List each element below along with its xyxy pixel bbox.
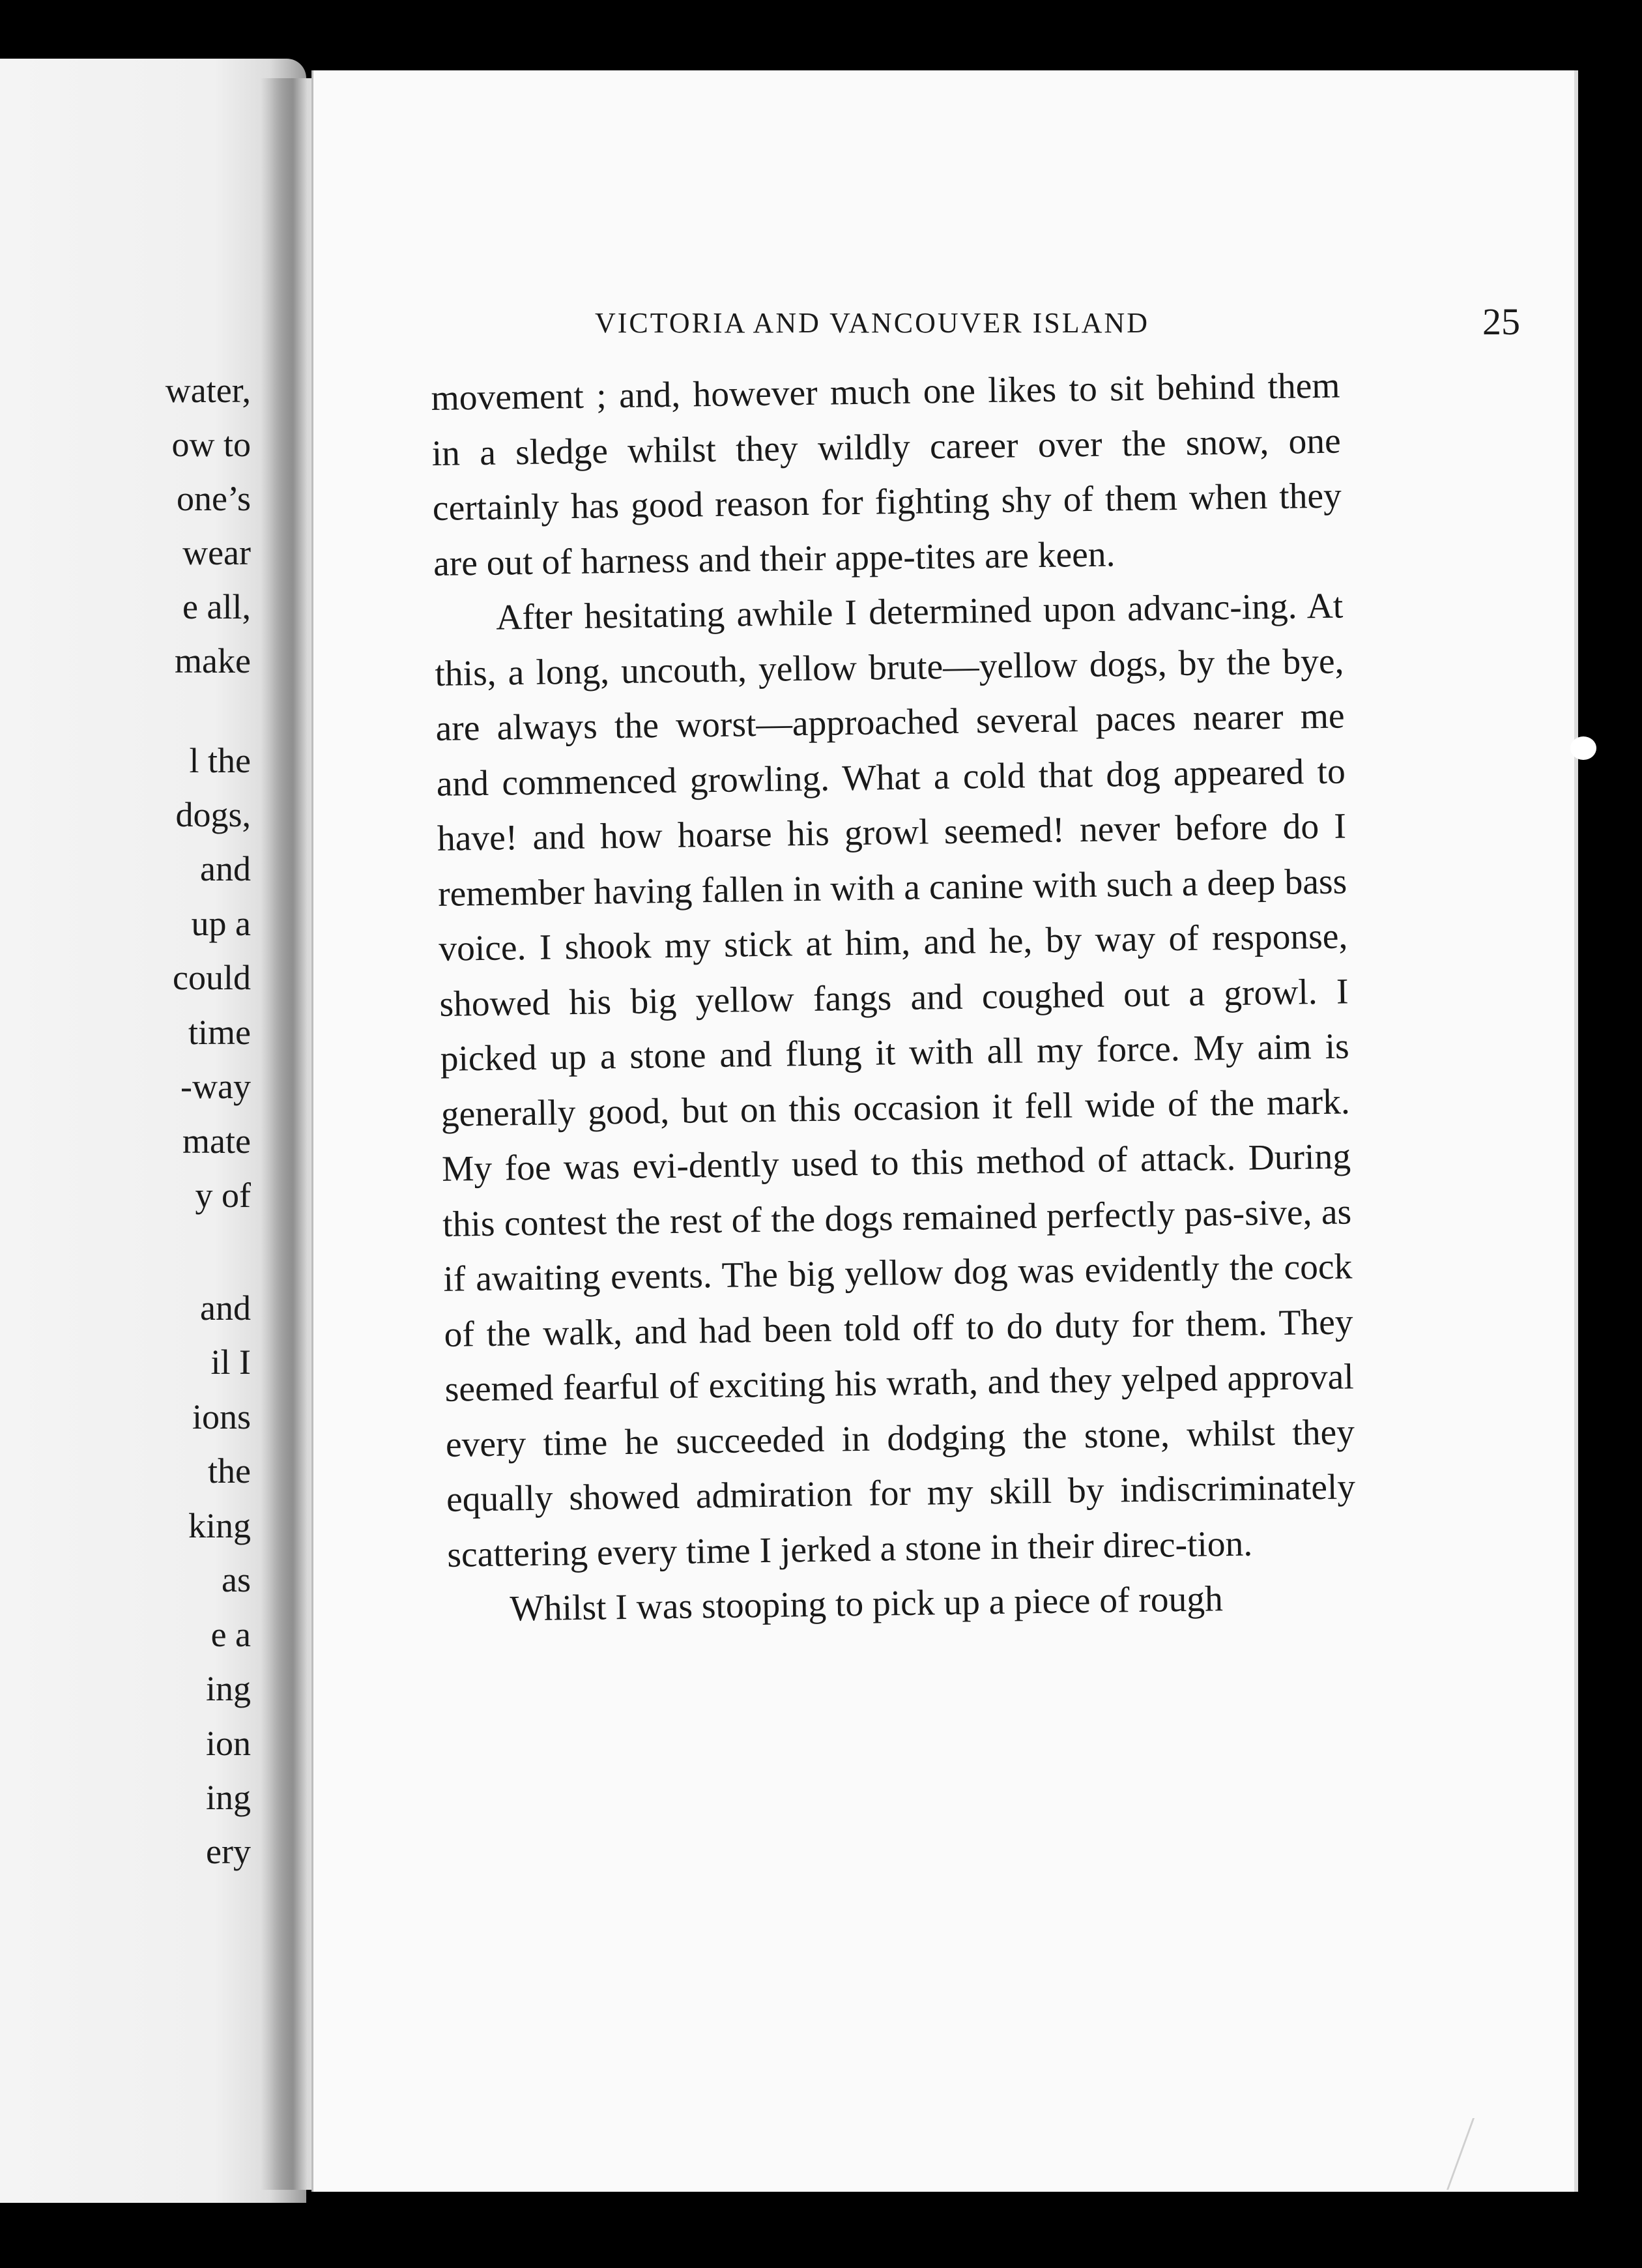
- page-number: 25: [1482, 300, 1520, 343]
- page-25: [311, 70, 1574, 2192]
- facing-page-line: wear: [182, 533, 251, 572]
- facing-page-line: y of: [195, 1176, 251, 1215]
- running-head: [595, 300, 1520, 345]
- facing-page-line: ow to: [171, 425, 251, 464]
- facing-page-line: as: [222, 1560, 251, 1599]
- scan-speck: [1570, 736, 1596, 760]
- body-text: [431, 359, 1357, 1638]
- running-head-title: VICTORIA AND VANCOUVER ISLAND: [595, 307, 1149, 339]
- facing-page-line: water,: [165, 371, 251, 410]
- facing-page-line: dogs,: [175, 795, 251, 834]
- facing-page-line: the: [208, 1451, 251, 1490]
- facing-page-line: e a: [210, 1615, 251, 1654]
- facing-page-line: ing: [205, 1669, 251, 1708]
- facing-page-line: mate: [182, 1122, 251, 1161]
- facing-page-line: l the: [189, 741, 251, 780]
- facing-page-line: could: [173, 958, 251, 997]
- paragraph: Whilst I was stooping to pick up a piece of rough: [510, 1579, 1224, 1629]
- facing-page-line: and: [200, 1288, 251, 1328]
- facing-page-line: ion: [205, 1724, 251, 1763]
- facing-page-line: -way: [180, 1067, 251, 1106]
- facing-page-line: e all,: [182, 587, 251, 626]
- facing-page-line: make: [175, 641, 251, 680]
- facing-page-line: time: [188, 1013, 251, 1052]
- facing-page-line: ery: [206, 1832, 251, 1871]
- facing-page-line: ing: [205, 1778, 251, 1817]
- facing-page-line: one’s: [177, 479, 251, 518]
- facing-page-line: and: [200, 849, 251, 888]
- paragraph: After hesitating awhile I determined upon advanc-ing. At this, a long, uncouth, yellow brute—yellow dogs, by the bye, are always the worst—approached several paces nearer me and commenced growling. What a cold that dog appeared to have! and how hoarse his growl seemed! never before do I remember having fallen in with a canine with such a deep bass voice. I shook my stick at him, and he, by way of response, showed his big yellow fangs and coughed out a growl. I picked up a stone and flung it with all my force. My aim is generally good, but on this occasion it fell wide of the mark. My foe was evi-dently used to this method of attack. During this contest the rest of the dogs remained perfectly pas-sive, as if awaiting events. The big yellow dog was evidently the cock of the walk, and had been told off to do duty for them. They seemed fearful of exciting his wrath, and they yelped approval every time he succeeded in dodging the stone, whilst they equally showed admiration for my skill by indiscriminately scattering every time I jerked a stone in their direc-tion.: [435, 586, 1356, 1575]
- facing-page-line: up a: [191, 904, 251, 943]
- facing-page-line: il I: [210, 1343, 251, 1382]
- facing-page-line: ions: [192, 1397, 251, 1436]
- facing-page-line: king: [188, 1506, 251, 1545]
- paragraph-continued: movement ; and, however much one likes to sit behind them in a sledge whilst they wildly career over the snow, one certainly has good reason for fighting shy of them when they are out of harness and their appe-tites are keen.: [431, 366, 1342, 584]
